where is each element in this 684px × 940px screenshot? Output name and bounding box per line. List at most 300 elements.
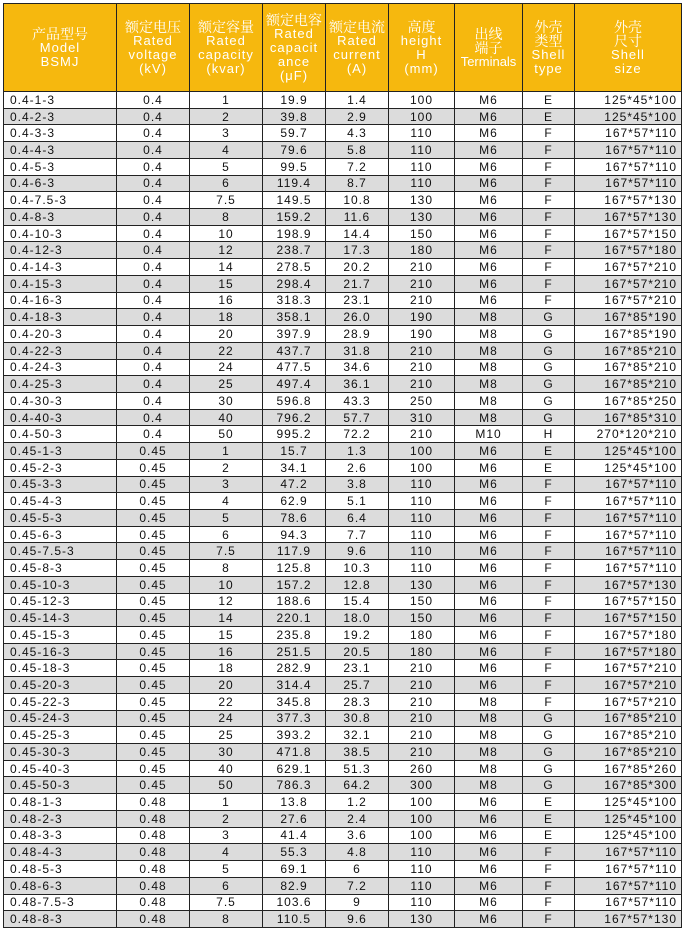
cell-shell-type: F	[523, 493, 575, 510]
cell-terminals: M6	[455, 643, 523, 660]
cell-shell-size: 167*85*210	[575, 359, 682, 376]
cell-height: 110	[389, 560, 455, 577]
cell-terminals: M6	[455, 543, 523, 560]
cell-capacity: 6	[190, 877, 263, 894]
cell-shell-type: G	[523, 744, 575, 761]
cell-current: 3.8	[326, 476, 389, 493]
cell-model: 0.45-2-3	[4, 459, 117, 476]
cell-current: 38.5	[326, 744, 389, 761]
header-row	[4, 4, 682, 92]
cell-terminals: M8	[455, 359, 523, 376]
cell-shell-type: G	[523, 309, 575, 326]
table-row	[4, 108, 682, 125]
cell-voltage: 0.48	[117, 877, 190, 894]
cell-height: 100	[389, 108, 455, 125]
cell-terminals: M8	[455, 760, 523, 777]
cell-model: 0.4-4-3	[4, 142, 117, 159]
cell-capacitance: 59.7	[263, 125, 326, 142]
cell-terminals: M6	[455, 560, 523, 577]
cell-capacitance: 149.5	[263, 192, 326, 209]
cell-shell-size: 167*57*130	[575, 911, 682, 928]
cell-voltage: 0.48	[117, 911, 190, 928]
cell-capacitance: 79.6	[263, 142, 326, 159]
cell-model: 0.45-6-3	[4, 526, 117, 543]
header-height-zh: 高度	[407, 18, 436, 35]
cell-capacitance: 15.7	[263, 443, 326, 460]
header-capacitance-unit: (μF)	[279, 67, 309, 83]
cell-current: 23.1	[326, 292, 389, 309]
cell-model: 0.45-1-3	[4, 443, 117, 460]
cell-terminals: M6	[455, 275, 523, 292]
cell-voltage: 0.4	[117, 376, 190, 393]
cell-model: 0.45-14-3	[4, 610, 117, 627]
table-row	[4, 392, 682, 409]
header-capacitance-en: Rated	[274, 25, 314, 41]
cell-terminals: M6	[455, 92, 523, 109]
header-capacitance-zh: 额定电容	[266, 11, 322, 28]
cell-current: 21.7	[326, 275, 389, 292]
cell-shell-size: 167*57*110	[575, 142, 682, 159]
cell-voltage: 0.45	[117, 459, 190, 476]
cell-shell-size: 125*45*100	[575, 810, 682, 827]
cell-capacitance: 437.7	[263, 342, 326, 359]
table-row	[4, 342, 682, 359]
cell-capacitance: 314.4	[263, 677, 326, 694]
cell-terminals: M6	[455, 861, 523, 878]
cell-height: 110	[389, 175, 455, 192]
table-row	[4, 593, 682, 610]
cell-current: 43.3	[326, 392, 389, 409]
cell-shell-size: 167*57*130	[575, 192, 682, 209]
cell-model: 0.4-50-3	[4, 426, 117, 443]
cell-voltage: 0.4	[117, 259, 190, 276]
cell-capacitance: 477.5	[263, 359, 326, 376]
cell-current: 31.8	[326, 342, 389, 359]
cell-capacity: 18	[190, 660, 263, 677]
cell-terminals: M6	[455, 877, 523, 894]
cell-capacity: 8	[190, 911, 263, 928]
cell-voltage: 0.4	[117, 392, 190, 409]
table-row	[4, 844, 682, 861]
table-row	[4, 409, 682, 426]
table-row	[4, 242, 682, 259]
cell-shell-type: F	[523, 844, 575, 861]
cell-shell-type: E	[523, 827, 575, 844]
cell-shell-size: 167*57*110	[575, 894, 682, 911]
header-height-symbol: H	[416, 46, 427, 62]
cell-current: 2.6	[326, 459, 389, 476]
cell-current: 1.4	[326, 92, 389, 109]
cell-model: 0.4-24-3	[4, 359, 117, 376]
cell-terminals: M6	[455, 627, 523, 644]
cell-shell-type: G	[523, 376, 575, 393]
table-row	[4, 476, 682, 493]
cell-capacitance: 397.9	[263, 326, 326, 343]
table-row	[4, 610, 682, 627]
cell-capacity: 25	[190, 376, 263, 393]
cell-capacity: 2	[190, 810, 263, 827]
table-row	[4, 810, 682, 827]
cell-model: 0.45-50-3	[4, 777, 117, 794]
cell-terminals: M6	[455, 894, 523, 911]
cell-shell-size: 167*57*150	[575, 593, 682, 610]
cell-terminals: M6	[455, 125, 523, 142]
cell-capacity: 15	[190, 275, 263, 292]
cell-shell-size: 167*57*210	[575, 693, 682, 710]
cell-shell-size: 167*85*210	[575, 342, 682, 359]
cell-model: 0.48-1-3	[4, 794, 117, 811]
cell-height: 110	[389, 877, 455, 894]
cell-current: 26.0	[326, 309, 389, 326]
cell-shell-type: F	[523, 660, 575, 677]
cell-shell-size: 167*57*210	[575, 275, 682, 292]
cell-height: 310	[389, 409, 455, 426]
cell-height: 110	[389, 476, 455, 493]
cell-shell-type: E	[523, 459, 575, 476]
cell-terminals: M8	[455, 409, 523, 426]
cell-capacitance: 471.8	[263, 744, 326, 761]
cell-height: 110	[389, 844, 455, 861]
cell-capacity: 14	[190, 610, 263, 627]
cell-shell-size: 167*57*150	[575, 225, 682, 242]
cell-terminals: M8	[455, 376, 523, 393]
cell-terminals: M6	[455, 526, 523, 543]
cell-height: 110	[389, 142, 455, 159]
cell-height: 180	[389, 627, 455, 644]
cell-shell-size: 167*85*260	[575, 760, 682, 777]
cell-model: 0.48-7.5-3	[4, 894, 117, 911]
cell-height: 150	[389, 610, 455, 627]
header-height-unit: (mm)	[404, 60, 439, 76]
cell-capacity: 50	[190, 426, 263, 443]
cell-current: 7.2	[326, 158, 389, 175]
spec-table	[3, 3, 682, 928]
cell-shell-type: G	[523, 777, 575, 794]
cell-current: 5.1	[326, 493, 389, 510]
cell-capacitance: 125.8	[263, 560, 326, 577]
cell-voltage: 0.45	[117, 760, 190, 777]
header-terminals	[455, 4, 523, 92]
cell-current: 2.9	[326, 108, 389, 125]
table-row	[4, 493, 682, 510]
cell-capacitance: 238.7	[263, 242, 326, 259]
cell-capacitance: 278.5	[263, 259, 326, 276]
cell-shell-type: F	[523, 560, 575, 577]
header-height-en: height	[400, 32, 443, 48]
cell-model: 0.48-6-3	[4, 877, 117, 894]
cell-terminals: M8	[455, 392, 523, 409]
cell-height: 210	[389, 275, 455, 292]
cell-terminals: M8	[455, 309, 523, 326]
cell-capacity: 8	[190, 560, 263, 577]
cell-voltage: 0.4	[117, 142, 190, 159]
cell-model: 0.4-15-3	[4, 275, 117, 292]
cell-capacitance: 796.2	[263, 409, 326, 426]
cell-current: 36.1	[326, 376, 389, 393]
cell-shell-type: F	[523, 292, 575, 309]
cell-current: 32.1	[326, 727, 389, 744]
cell-capacity: 50	[190, 777, 263, 794]
cell-shell-size: 167*57*110	[575, 861, 682, 878]
header-model	[4, 4, 117, 92]
cell-capacitance: 78.6	[263, 509, 326, 526]
cell-shell-type: F	[523, 192, 575, 209]
cell-capacity: 2	[190, 459, 263, 476]
cell-capacitance: 94.3	[263, 526, 326, 543]
cell-model: 0.48-8-3	[4, 911, 117, 928]
cell-height: 110	[389, 543, 455, 560]
cell-shell-type: F	[523, 894, 575, 911]
cell-shell-size: 167*85*300	[575, 777, 682, 794]
cell-voltage: 0.45	[117, 727, 190, 744]
cell-shell-type: G	[523, 342, 575, 359]
cell-shell-size: 167*57*110	[575, 877, 682, 894]
cell-shell-size: 125*45*100	[575, 443, 682, 460]
cell-current: 30.8	[326, 710, 389, 727]
cell-voltage: 0.4	[117, 342, 190, 359]
header-current-unit: (A)	[346, 60, 368, 76]
cell-terminals: M6	[455, 911, 523, 928]
header-height	[389, 4, 455, 92]
header-capacitance-en: ance	[277, 53, 311, 69]
cell-current: 6	[326, 861, 389, 878]
cell-voltage: 0.4	[117, 108, 190, 125]
cell-capacitance: 27.6	[263, 810, 326, 827]
cell-model: 0.4-2-3	[4, 108, 117, 125]
cell-voltage: 0.48	[117, 844, 190, 861]
table-row	[4, 142, 682, 159]
cell-shell-type: G	[523, 710, 575, 727]
cell-voltage: 0.45	[117, 643, 190, 660]
cell-voltage: 0.45	[117, 560, 190, 577]
cell-shell-type: F	[523, 209, 575, 226]
cell-model: 0.4-25-3	[4, 376, 117, 393]
cell-capacitance: 298.4	[263, 275, 326, 292]
cell-capacitance: 198.9	[263, 225, 326, 242]
cell-model: 0.45-3-3	[4, 476, 117, 493]
cell-voltage: 0.45	[117, 777, 190, 794]
cell-terminals: M6	[455, 660, 523, 677]
cell-terminals: M8	[455, 777, 523, 794]
cell-model: 0.4-30-3	[4, 392, 117, 409]
cell-shell-size: 167*85*190	[575, 309, 682, 326]
cell-shell-type: F	[523, 677, 575, 694]
cell-shell-size: 167*57*210	[575, 660, 682, 677]
cell-shell-size: 167*85*210	[575, 376, 682, 393]
cell-capacitance: 41.4	[263, 827, 326, 844]
cell-capacity: 20	[190, 677, 263, 694]
cell-capacitance: 47.2	[263, 476, 326, 493]
cell-model: 0.4-7.5-3	[4, 192, 117, 209]
cell-voltage: 0.48	[117, 810, 190, 827]
cell-capacity: 22	[190, 693, 263, 710]
cell-voltage: 0.48	[117, 894, 190, 911]
cell-shell-type: G	[523, 392, 575, 409]
cell-capacity: 3	[190, 827, 263, 844]
cell-shell-size: 167*85*250	[575, 392, 682, 409]
table-row	[4, 543, 682, 560]
cell-terminals: M8	[455, 342, 523, 359]
cell-model: 0.45-12-3	[4, 593, 117, 610]
cell-capacity: 6	[190, 526, 263, 543]
cell-voltage: 0.4	[117, 309, 190, 326]
cell-shell-size: 167*57*110	[575, 125, 682, 142]
cell-terminals: M6	[455, 459, 523, 476]
cell-voltage: 0.4	[117, 326, 190, 343]
header-current-en: Rated	[337, 32, 377, 48]
table-row	[4, 326, 682, 343]
table-row	[4, 911, 682, 928]
cell-capacity: 22	[190, 342, 263, 359]
cell-shell-size: 125*45*100	[575, 827, 682, 844]
cell-capacitance: 119.4	[263, 175, 326, 192]
cell-current: 1.2	[326, 794, 389, 811]
cell-capacity: 7.5	[190, 192, 263, 209]
cell-shell-type: F	[523, 593, 575, 610]
cell-current: 5.8	[326, 142, 389, 159]
cell-voltage: 0.45	[117, 593, 190, 610]
cell-voltage: 0.4	[117, 192, 190, 209]
cell-height: 210	[389, 376, 455, 393]
cell-capacity: 24	[190, 710, 263, 727]
cell-height: 190	[389, 309, 455, 326]
cell-model: 0.48-2-3	[4, 810, 117, 827]
cell-shell-type: G	[523, 359, 575, 376]
cell-capacity: 1	[190, 92, 263, 109]
cell-capacity: 30	[190, 744, 263, 761]
cell-terminals: M6	[455, 576, 523, 593]
cell-shell-type: F	[523, 610, 575, 627]
cell-height: 100	[389, 459, 455, 476]
cell-capacitance: 282.9	[263, 660, 326, 677]
cell-voltage: 0.4	[117, 242, 190, 259]
cell-model: 0.45-15-3	[4, 627, 117, 644]
cell-model: 0.4-16-3	[4, 292, 117, 309]
cell-model: 0.4-22-3	[4, 342, 117, 359]
cell-shell-size: 167*57*110	[575, 543, 682, 560]
cell-height: 210	[389, 342, 455, 359]
cell-voltage: 0.4	[117, 158, 190, 175]
cell-shell-type: F	[523, 142, 575, 159]
cell-capacitance: 995.2	[263, 426, 326, 443]
cell-voltage: 0.45	[117, 526, 190, 543]
cell-model: 0.4-8-3	[4, 209, 117, 226]
table-row	[4, 443, 682, 460]
cell-capacity: 5	[190, 158, 263, 175]
cell-current: 51.3	[326, 760, 389, 777]
cell-shell-size: 167*57*110	[575, 844, 682, 861]
cell-capacitance: 358.1	[263, 309, 326, 326]
cell-terminals: M6	[455, 242, 523, 259]
cell-height: 210	[389, 292, 455, 309]
cell-capacity: 30	[190, 392, 263, 409]
cell-capacity: 1	[190, 794, 263, 811]
cell-shell-type: F	[523, 476, 575, 493]
header-shell-size	[575, 4, 682, 92]
cell-current: 11.6	[326, 209, 389, 226]
cell-voltage: 0.4	[117, 409, 190, 426]
cell-shell-type: G	[523, 326, 575, 343]
cell-shell-type: F	[523, 911, 575, 928]
cell-capacity: 1	[190, 443, 263, 460]
cell-current: 1.3	[326, 443, 389, 460]
cell-current: 10.8	[326, 192, 389, 209]
header-current-zh: 额定电流	[329, 18, 385, 35]
cell-capacity: 10	[190, 576, 263, 593]
cell-shell-type: F	[523, 643, 575, 660]
cell-capacity: 40	[190, 760, 263, 777]
cell-current: 4.8	[326, 844, 389, 861]
cell-model: 0.45-10-3	[4, 576, 117, 593]
cell-model: 0.45-16-3	[4, 643, 117, 660]
spec-body	[4, 92, 682, 928]
cell-shell-type: H	[523, 426, 575, 443]
header-shell-type-en: type	[534, 60, 563, 76]
cell-shell-size: 125*45*100	[575, 92, 682, 109]
cell-shell-size: 125*45*100	[575, 794, 682, 811]
cell-capacitance: 629.1	[263, 760, 326, 777]
cell-capacitance: 318.3	[263, 292, 326, 309]
cell-current: 10.3	[326, 560, 389, 577]
cell-terminals: M6	[455, 192, 523, 209]
cell-capacitance: 596.8	[263, 392, 326, 409]
cell-height: 210	[389, 359, 455, 376]
table-row	[4, 259, 682, 276]
cell-voltage: 0.45	[117, 476, 190, 493]
cell-terminals: M6	[455, 142, 523, 159]
cell-model: 0.45-25-3	[4, 727, 117, 744]
cell-current: 18.0	[326, 610, 389, 627]
cell-shell-size: 167*57*110	[575, 526, 682, 543]
cell-model: 0.4-3-3	[4, 125, 117, 142]
cell-capacity: 10	[190, 225, 263, 242]
cell-current: 19.2	[326, 627, 389, 644]
cell-capacitance: 345.8	[263, 693, 326, 710]
cell-shell-size: 167*57*130	[575, 209, 682, 226]
cell-height: 150	[389, 593, 455, 610]
table-row	[4, 459, 682, 476]
cell-shell-type: E	[523, 443, 575, 460]
header-shell-type-en: Shell	[531, 46, 566, 62]
cell-current: 20.2	[326, 259, 389, 276]
header-voltage	[117, 4, 190, 92]
cell-capacitance: 377.3	[263, 710, 326, 727]
cell-current: 12.8	[326, 576, 389, 593]
cell-voltage: 0.45	[117, 744, 190, 761]
cell-current: 57.7	[326, 409, 389, 426]
cell-capacitance: 157.2	[263, 576, 326, 593]
cell-current: 7.7	[326, 526, 389, 543]
cell-model: 0.4-18-3	[4, 309, 117, 326]
cell-current: 28.9	[326, 326, 389, 343]
cell-height: 210	[389, 426, 455, 443]
header-shell-size-en: Shell	[611, 46, 645, 62]
table-row	[4, 576, 682, 593]
cell-capacitance: 69.1	[263, 861, 326, 878]
cell-model: 0.48-5-3	[4, 861, 117, 878]
cell-model: 0.48-3-3	[4, 827, 117, 844]
cell-voltage: 0.4	[117, 426, 190, 443]
cell-shell-type: G	[523, 409, 575, 426]
cell-height: 190	[389, 326, 455, 343]
cell-voltage: 0.4	[117, 359, 190, 376]
cell-capacitance: 19.9	[263, 92, 326, 109]
cell-shell-size: 167*57*110	[575, 509, 682, 526]
cell-current: 9	[326, 894, 389, 911]
cell-terminals: M6	[455, 610, 523, 627]
cell-voltage: 0.45	[117, 443, 190, 460]
cell-current: 9.6	[326, 543, 389, 560]
